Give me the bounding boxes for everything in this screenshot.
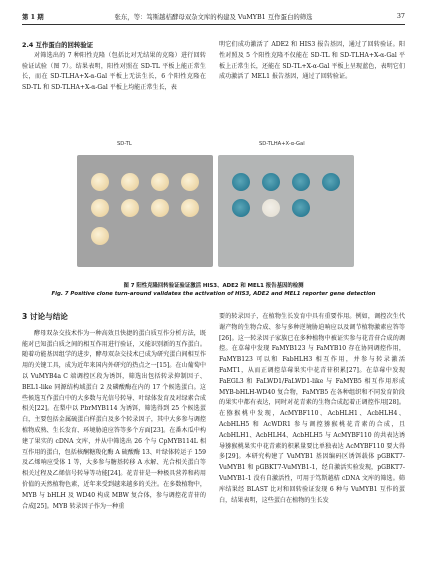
yeast-colony (262, 199, 280, 217)
yeast-colony (262, 173, 280, 191)
running-header (22, 10, 405, 25)
yeast-colony (121, 199, 139, 217)
yeast-colony (181, 173, 199, 191)
yeast-colony (91, 227, 109, 245)
panel-title-left: SD-TL (117, 141, 132, 147)
page-number: 37 (396, 12, 405, 20)
section-heading: 2.4 互作蛋白的回转验证 (22, 41, 94, 49)
paragraph: 明它们成功激活了 ADE2 和 HIS3 报告基因，通过了回转验证。阳性对照及 5 个阳性克隆不仅能在 SD-TL 和 SD-TLHA+X-α-Gal 平板上正常生长，还能在 SD-TL+X-α-Gal 平板上呈现蓝色，表明它们成功激活了 MEL1 报告基因，通过了回转验证。 (219, 41, 405, 81)
yeast-colony (322, 173, 340, 191)
section-2-4-right-column (219, 40, 405, 83)
yeast-colony (232, 199, 250, 217)
yeast-colony (91, 173, 109, 191)
section-2-4-left-column (22, 40, 206, 94)
issue-number: 第 1 期 (22, 13, 44, 21)
paragraph: 要的转录因子，在植物生长发育中具有重要作用。例如，调控次生代谢产物的生物合成、参与多种逆境胁迫响应以及调节植物激素应答等[26]。这一转录因子家族已在多种植物中被证实参与花青苷合成的调控。在草莓中发现 FaMYB123 与 FaMYB10 存在协同调控作用，FaMYB123 可以和 FabHLH3 相互作用，并参与转录激活 FaMT1，从而正调控草莓果实中花青苷积累[27]。在草莓中发现 FaEGL3 和 FaLWD1/FaLWD1-like 与 FaMYB5 相互作用形成 MYB-bHLH-WD40 复合物，FaMYB5 在各种组织和不同发育阶段的果实中都有表达，同时对花青素的生物合成起着正调控作用[28]。在猕猴桃中发现，AcMYBF110、AcbHLH1、AcbHLH4、AcbHLH5 和 AcWDR1 参与调控猕猴桃花青素的合成，且 AcbHLH1、AcbHLH4、AcbHLH5 与 AcMYBF110 的共表达诱导猕猴桃果实中花青素的积累量要比单独表达 AcMYBF110 要大得多[29]。本研究构建了 VuMYB1 基因编码区诱饵载体 pGBKT7-VuMYB1 和 pGBKT7-VuMYB1-1，经自激活实验发现，pGBKT7-VuMYB1-1 没有自激活性，可用于笃斯越桔 cDNA 文库的筛选。筛库结果经 BLAST 比对和回转验证发现 6 种与 VuMYB1 互作的蛋白，结果表明，这些蛋白在植物的生长发 (219, 313, 405, 504)
section-3-right-column (219, 312, 405, 506)
yeast-colony (151, 199, 169, 217)
section-3-left-column (22, 312, 206, 512)
figure-caption-zh: 图 7 阳性克隆回转验证验证激活 HIS3、ADE2 和 MEL1 报告基因的检测 (123, 283, 304, 289)
yeast-colony (151, 173, 169, 191)
panel-title-right: SD-TLHA+X-α-Gal (259, 141, 305, 147)
plate-sd-tl (77, 155, 213, 267)
yeast-colony (181, 199, 199, 217)
figure-7 (22, 137, 405, 277)
yeast-colony (121, 173, 139, 191)
running-title: 张东，等：笃斯越桔酵母双杂文库的构建及 VuMYB1 互作蛋白的筛选 (114, 13, 313, 21)
yeast-colony (292, 199, 310, 217)
yeast-colony (292, 173, 310, 191)
plate-sd-tlha-xgal (218, 155, 354, 267)
yeast-colony (91, 199, 109, 217)
paragraph: 酵母双杂交技术作为一种高效且快捷的蛋白质互作分析方法，既能对已知蛋白质之间的相互作用进行验证，又能识别新的互作蛋白。随着功能基因组学的进步，酵母双杂交技术已成为研究蛋白间相互作用的关键工具，成为近年来国内外研究的热点之一[15]。在山葡萄中以 VuMYB4a C 端调控区段为诱饵，筛选出包括转录抑制因子、BEL1-like 同源结构域蛋白 2 及磷酸酶在内的 17 个候选蛋白。这些候选互作蛋白中的大多数与光信号转导、叶绿体发育及对绿素合成相关[22]。在梨中以 PbrMYB114 为诱饵，筛选得到 25 个候选蛋白，主要包括金属硫蛋白样蛋白及多个转录因子，其中大多参与调控植物成熟、生长发育、环境胁迫应答等多个方面[23]。在番木瓜中构建了果实的 cDNA 文库，并从中筛选出 26 个与 CpMYB114L 相互作用的蛋白，包括核酮糖羧化酶 A 硫酸酶 13、叶绿体转运子 159 及乙烯响应受体 1 等，大多参与糖基转移 A 水解、光合相关蛋白等相关过程及乙烯信号转导等功能[24]。花青苷是一种极具营养和药用价值的天然植物色素，近年来受到越来越多的关注。在多数植物中，MYB 与 bHLH 及 WD40 构成 MBW 复合体，参与调控花青苷的合成[25]。MYB 转录因子作为一种重 (22, 329, 206, 510)
section-heading: 3 讨论与结论 (22, 312, 68, 321)
paragraph: 对筛选出的 7 种阳性克隆（包括比对无结果的克隆）进行回转验证试验（图 7）。结果表明，阳性对照在 SD-TL 平板上能正常生长，而在 SD-TLHA+X-α-Gal 平板上无法生长，6 个阳性克隆在 SD-TL 和 SD-TLHA+X-α-Gal 平板上均能正常生长，表 (22, 51, 206, 92)
figure-caption-en: Fig. 7 Positive clone turn-around validates the activation of HIS3, ADE2 and MEL1 reporter gene detection (51, 291, 376, 297)
yeast-colony (232, 173, 250, 191)
